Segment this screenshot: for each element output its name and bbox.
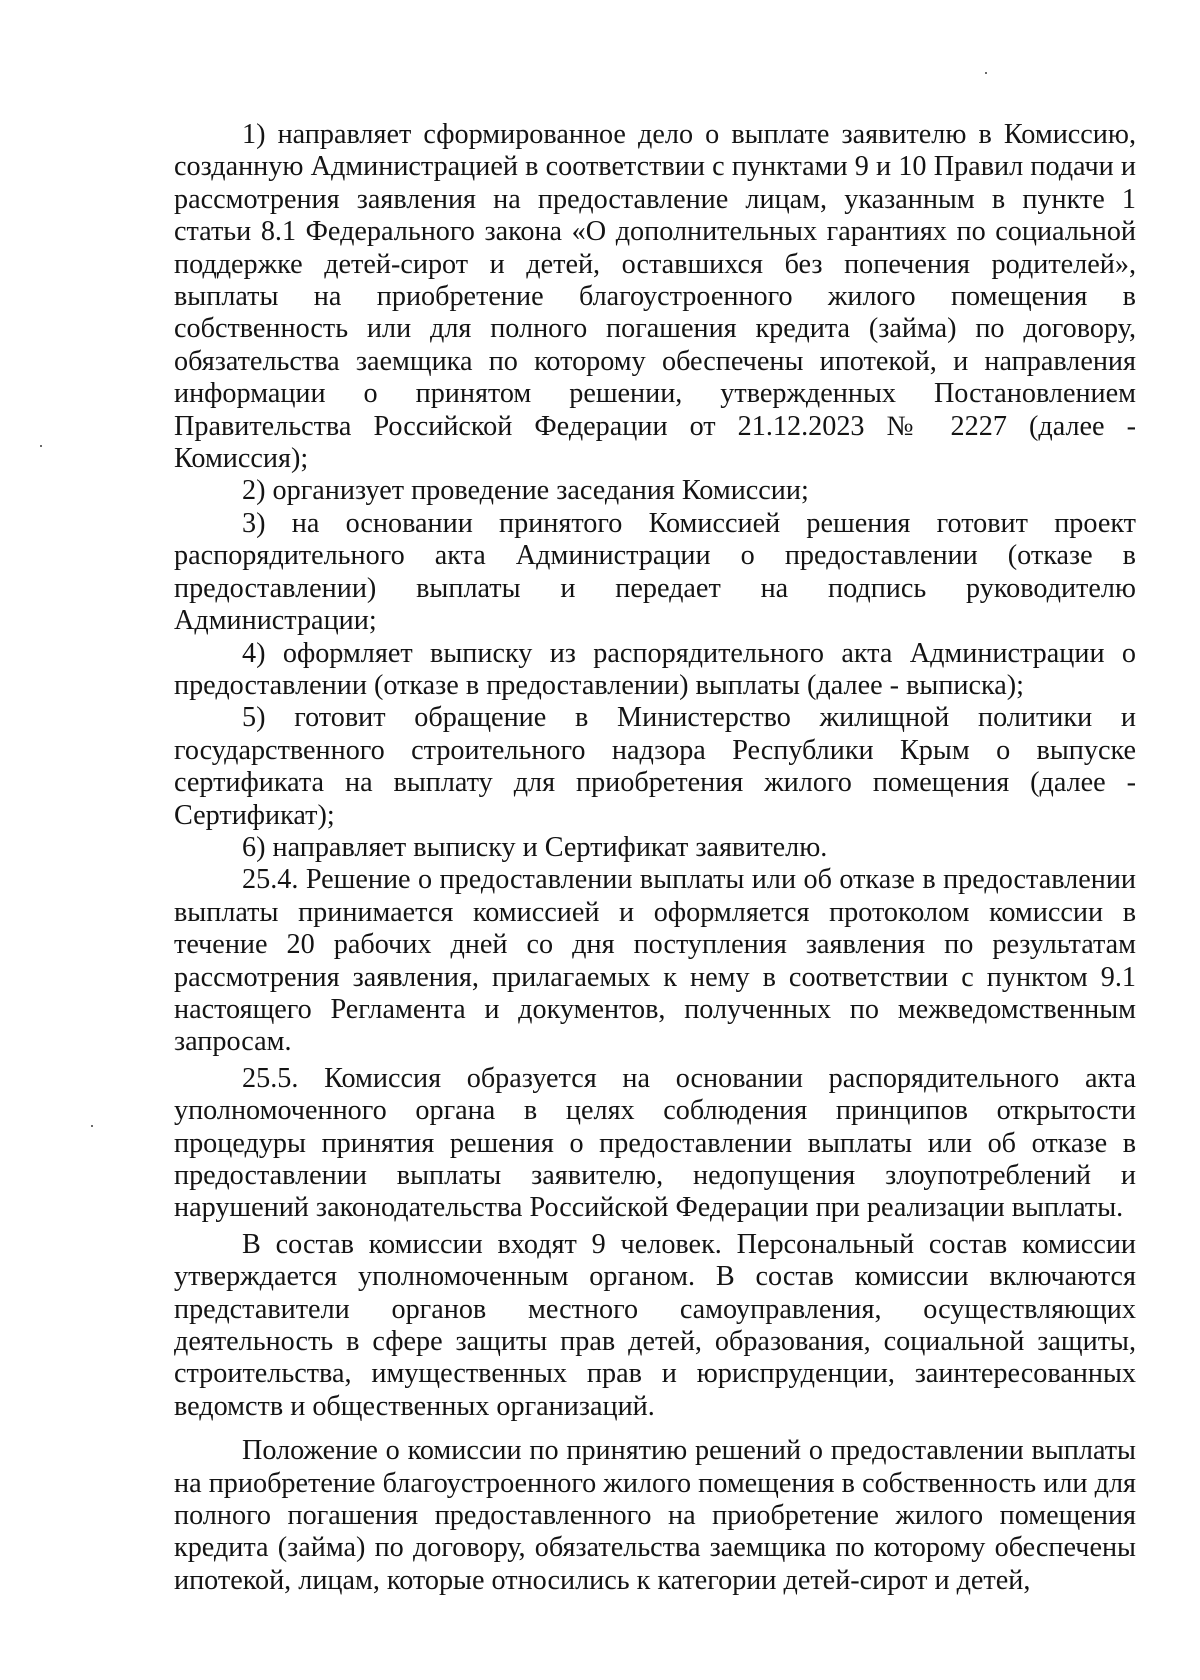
paragraph-item-5: 5) готовит обращение в Министерство жилищной политики и государственного строительного надзора Республики Крым о выпуске сертификата на выплату для приобретения жилого помещения (далее - Сертификат); bbox=[174, 702, 1136, 831]
paragraph-item-1: 1) направляет сформированное дело о выплате заявителю в Комиссию, созданную Администрацией в соответствии с пунктами 9 и 10 Правил подачи и рассмотрения заявления на предоставление лицам, указанным в пункте 1 статьи 8.1 Федерального закона «О дополнительных гарантиях по социальной поддержке детей-сирот и детей, оставшихся без попечения родителей», выплаты на приобретение благоустроенного жилого помещения в собственность или для полного погашения кредита (займа) по договору, обязательства заемщика по которому обеспечены ипотекой, и направления информации о принятом решении, утвержденных Постановлением Правительства Российской Федерации от 21.12.2023 № 2227 (далее - Комиссия); bbox=[174, 119, 1136, 475]
paragraph-25-4: 25.4. Решение о предоставлении выплаты или об отказе в предоставлении выплаты принимается комиссией и оформляется протоколом комиссии в течение 20 рабочих дней со дня поступления заявления по результатам рассмотрения заявления, прилагаемых к нему в соответствии с пунктом 9.1 настоящего Регламента и документов, полученных по межведомственным запросам. bbox=[174, 864, 1136, 1058]
scan-speck bbox=[985, 72, 987, 74]
paragraph-item-2: 2) организует проведение заседания Комиссии; bbox=[242, 475, 809, 507]
paragraph-commission-composition: В состав комиссии входят 9 человек. Персональный состав комиссии утверждается уполномоченным органом. В состав комиссии включаются представители органов местного самоуправления, осуществляющих деятельность в сфере защиты прав детей, образования, социальной защиты, строительства, имущественных прав и юриспруденции, заинтересованных ведомств и общественных организаций. bbox=[174, 1228, 1136, 1422]
scan-speck bbox=[40, 445, 42, 447]
paragraph-commission-regulation: Положение о комиссии по принятию решений о предоставлении выплаты на приобретение благоустроенного жилого помещения в собственность или для полного погашения предоставленного на приобретение жилого помещения кредита (займа) по договору, обязательства заемщика по которому обеспечены ипотекой, лицам, которые относились к категории детей-сирот и детей, bbox=[174, 1435, 1136, 1596]
document-body bbox=[174, 119, 1136, 1597]
paragraph-item-6: 6) направляет выписку и Сертификат заявителю. bbox=[242, 831, 828, 863]
paragraph-item-3: 3) на основании принятого Комиссией решения готовит проект распорядительного акта Администрации о предоставлении (отказе в предоставлении) выплаты и передает на подпись руководителю Администрации; bbox=[174, 507, 1136, 637]
paragraph-25-5: 25.5. Комиссия образуется на основании распорядительного акта уполномоченного органа в целях соблюдения принципов открытости процедуры принятия решения о предоставлении выплаты или об отказе в предоставлении выплаты заявителю, недопущения злоупотреблений и нарушений законодательства Российской Федерации при реализации выплаты. bbox=[174, 1062, 1136, 1224]
paragraph-item-4: 4) оформляет выписку из распорядительного акта Администрации о предоставлении (отказе в предоставлении) выплаты (далее - выписка); bbox=[174, 637, 1136, 701]
scan-speck bbox=[91, 1125, 93, 1127]
